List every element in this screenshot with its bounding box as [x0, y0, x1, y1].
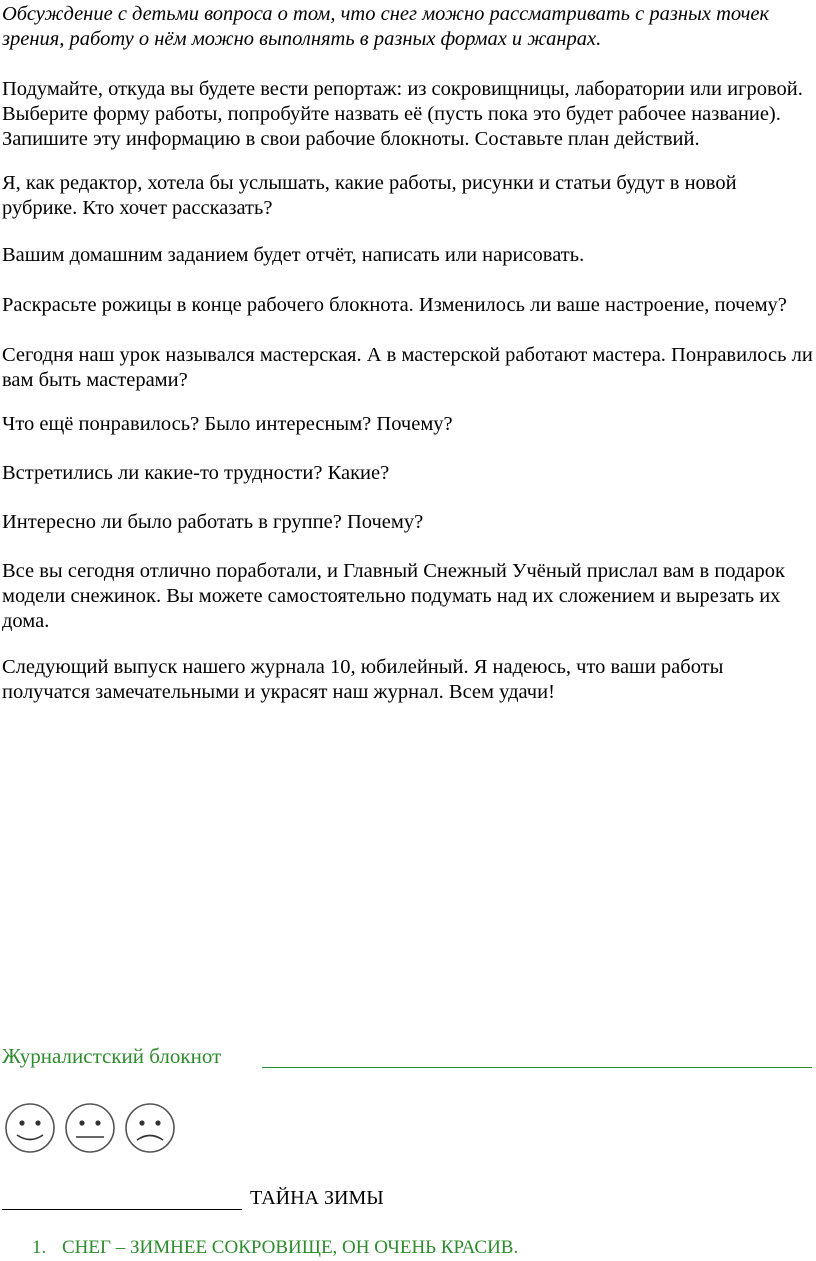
workshop-paragraph: Сегодня наш урок назывался мастерская. А в мастерской работают мастера. Понравилось ли вам быть мастерами? — [2, 344, 813, 391]
section-title: ТАЙНА ЗИМЫ — [250, 1187, 384, 1209]
section-title-blank-line — [2, 1209, 242, 1210]
notebook-title: Журналистский блокнот — [2, 1044, 222, 1068]
list-item — [32, 1236, 518, 1260]
smiling-face-icon[interactable] — [6, 1104, 54, 1152]
liked-question-paragraph: Что ещё понравилось? Было интересным? Почему? — [2, 413, 453, 435]
neutral-face-icon[interactable] — [66, 1104, 114, 1152]
sad-face-icon[interactable] — [126, 1104, 174, 1152]
intro-paragraph: Обсуждение с детьми вопроса о том, что снег можно рассматривать с разных точек зрения, работу о нём можно выполнять в разных формах и жанрах. — [2, 3, 770, 50]
report-instructions-paragraph: Подумайте, откуда вы будете вести репортаж: из сокровищницы, лаборатории или игровой. Выберите форму работы, попробуйте назвать её (пусть пока это будет рабочее название). Запишите эту информацию в свои рабочие блокноты. Составьте план действий. — [2, 78, 803, 150]
group-work-question-paragraph: Интересно ли было работать в группе? Почему? — [2, 511, 424, 533]
difficulties-question-paragraph: Встретились ли какие-то трудности? Какие? — [2, 462, 390, 484]
mood-faces — [3, 1102, 183, 1154]
faces-instruction-paragraph: Раскрасьте рожицы в конце рабочего блокнота. Изменилось ли ваше настроение, почему? — [2, 294, 787, 316]
editor-question-paragraph: Я, как редактор, хотела бы услышать, какие работы, рисунки и статьи будут в новой рубрике. Кто хочет рассказать? — [2, 172, 737, 219]
list-item-text: СНЕГ – ЗИМНЕЕ СОКРОВИЩЕ, ОН ОЧЕНЬ КРАСИВ. — [62, 1237, 519, 1258]
next-issue-paragraph: Следующий выпуск нашего журнала 10, юбилейный. Я надеюсь, что ваши работы получатся замечательными и украсят наш журнал. Всем удачи! — [2, 656, 724, 703]
homework-paragraph: Вашим домашним заданием будет отчёт, написать или нарисовать. — [2, 244, 585, 266]
list-item-number: 1. — [32, 1237, 47, 1258]
notebook-title-underline — [262, 1067, 812, 1068]
gift-paragraph: Все вы сегодня отлично поработали, и Главный Снежный Учёный прислал вам в подарок модели снежинок. Вы можете самостоятельно подумать над их сложением и вырезать их дома. — [2, 560, 785, 632]
